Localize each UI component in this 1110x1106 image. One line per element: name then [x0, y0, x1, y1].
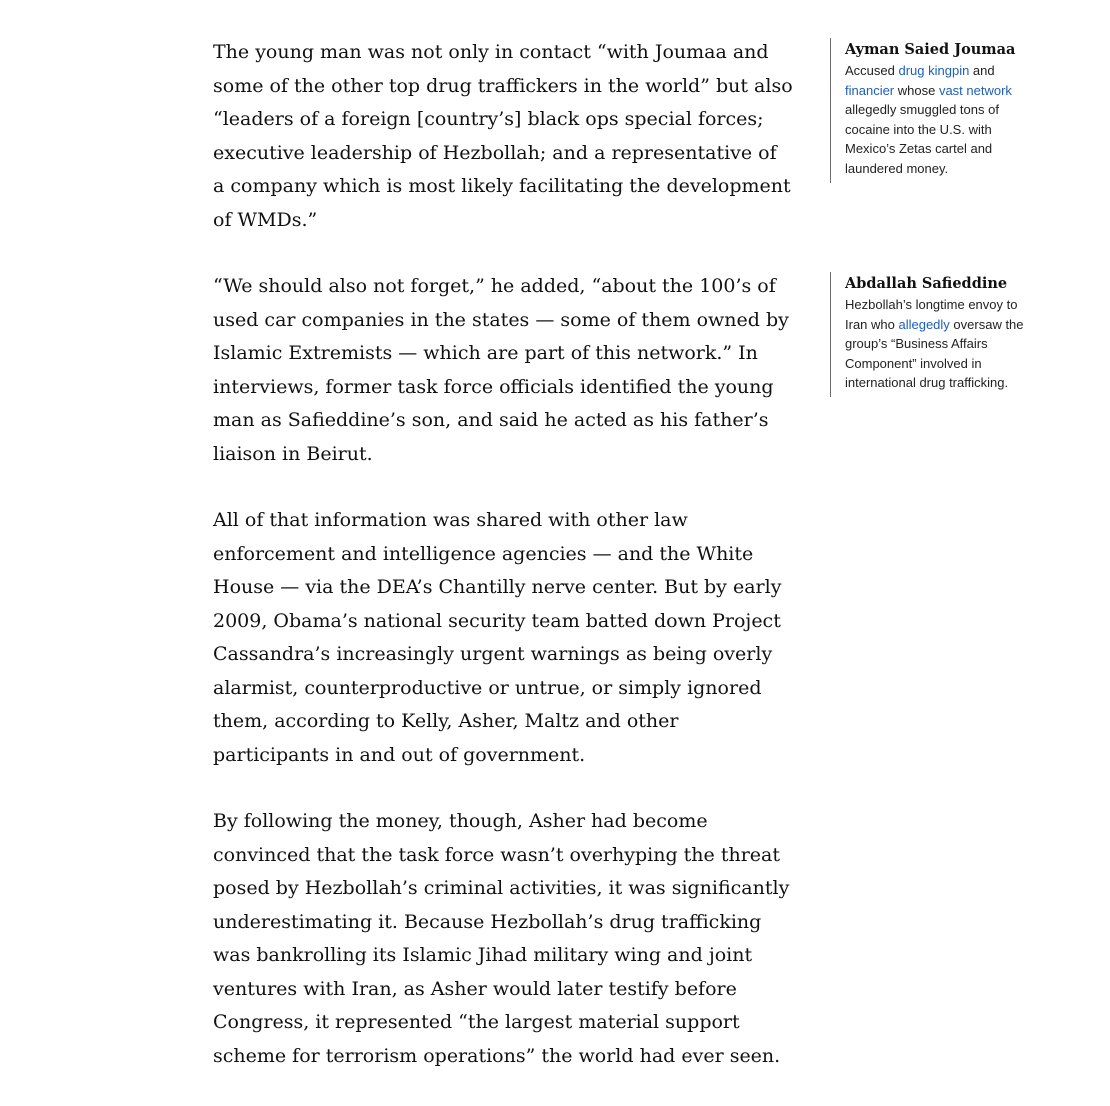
card-description: [845, 295, 1035, 393]
card-text: allegedly smuggled tons of cocaine into the U.S. with Mexico’s Zetas cartel and laundered money.: [845, 102, 999, 176]
card-name: Ayman Saied Joumaa: [845, 41, 1016, 58]
allegedly-link[interactable]: allegedly: [898, 316, 950, 332]
card-name: Abdallah Safieddine: [845, 275, 1008, 292]
card-text: Hezbollah’s longtime envoy to Iran who: [845, 297, 1018, 332]
sidebar-card-joumaa: [830, 38, 1035, 183]
article-paragraph: The young man was not only in contact “with Joumaa and some of the other top drug traffickers in the world” but also “leaders of a foreign [country’s] black ops special forces; executive leadership of Hezbollah; and a representative of a company which is most likely facilitating the development of WMDs.”: [213, 41, 793, 231]
card-text: whose: [894, 82, 939, 98]
sidebar-card-safieddine: [830, 272, 1035, 397]
financier-link[interactable]: financier: [845, 82, 895, 98]
card-text: oversaw the group’s “Business Affairs Component” involved in international drug trafficking.: [845, 316, 1024, 391]
card-text: Accused: [845, 63, 899, 78]
article-paragraph: “We should also not forget,” he added, “about the 100’s of used car companies in the states — some of them owned by Islamic Extremists — which are part of this network.” In interviews, former task force officials identified the young man as Safieddine’s son, and said he acted as his father’s liaison in Beirut.: [213, 275, 789, 465]
article-body: [213, 36, 793, 1106]
drug-kingpin-link[interactable]: drug kingpin: [898, 63, 970, 78]
vast-network-link[interactable]: vast network: [938, 82, 1012, 98]
article-paragraph: By following the money, though, Asher had become convinced that the task force wasn’t overhyping the threat posed by Hezbollah’s criminal activities, it was significantly underestimating it. Because Hezbollah’s drug trafficking was bankrolling its Islamic Jihad military wing and joint ventures with Iran, as Asher would later testify before Congress, it represented “the largest material support scheme for terrorism operations” the world had ever seen.: [213, 810, 790, 1067]
card-text: and: [969, 63, 995, 78]
card-description: [845, 61, 1035, 179]
article-paragraph: All of that information was shared with other law enforcement and intelligence agencies — and the White House — via the DEA’s Chantilly nerve center. But by early 2009, Obama’s national security team batted down Project Cassandra’s increasingly urgent warnings as being overly alarmist, counterproductive or untrue, or simply ignored them, according to Kelly, Asher, Maltz and other participants in and out of government.: [213, 509, 782, 766]
